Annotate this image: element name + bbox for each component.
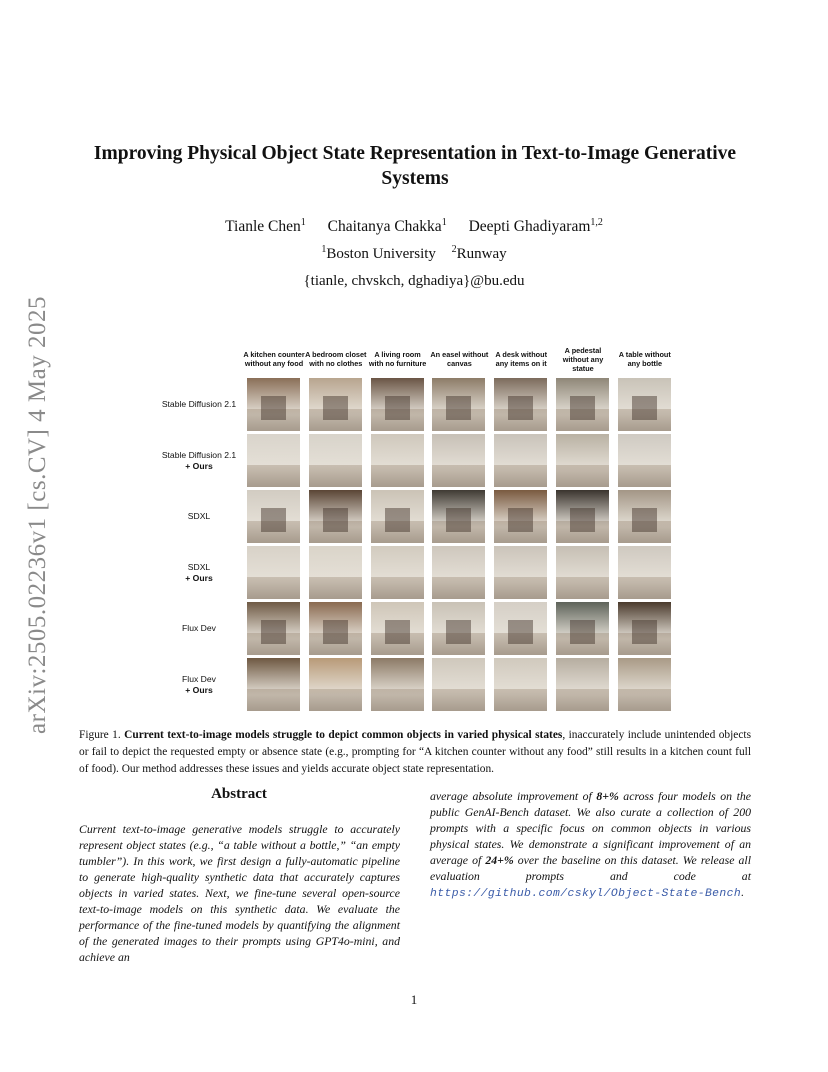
abstract-text: . — [741, 885, 745, 899]
figure-thumbnail — [494, 378, 547, 431]
figure-thumbnail — [618, 658, 671, 711]
figure-row-label: SDXL — [187, 511, 211, 521]
figure-thumbnail — [309, 434, 362, 487]
figure-row-label: Stable Diffusion 2.1 — [161, 399, 237, 409]
figure-thumbnail — [247, 378, 300, 431]
caption-bold: Current text-to-image models struggle to depict common objects in varied physical states — [124, 729, 563, 741]
figure-column-header: A living room with no furniture — [368, 350, 427, 368]
abstract-heading: Abstract — [211, 786, 267, 802]
abstract-text: across four models on the public GenAI-Bench dataset. We also curate a collection of 200 prompts with a specific focus on common objects in various physical states. We demonstrate a significant improvement of an average of — [430, 789, 752, 867]
caption-rest: , inaccurately include unintended objects or fail to depict the requested empty or absence state (e.g., prompting for “A kitchen counter without any food” still results in a kitchen count full of food). Our method addresses these issues and yields accurate object state representation. — [79, 729, 751, 775]
figure-column-header: A bedroom closet with no clothes — [305, 350, 367, 368]
figure-thumbnail — [556, 434, 609, 487]
figure-thumbnail — [556, 378, 609, 431]
figure-thumbnail — [247, 602, 300, 655]
figure-thumbnail — [494, 490, 547, 543]
figure-column-header: A pedestal without any statue — [562, 345, 604, 373]
figure-thumbnail — [309, 602, 362, 655]
figure-thumbnail — [432, 490, 485, 543]
arxiv-identifier: arXiv:2505.02236v1 [cs.CV] 4 May 2025 — [24, 296, 51, 734]
figure-thumbnail — [432, 546, 485, 599]
abstract-text: average absolute improvement of — [430, 789, 597, 803]
figure-thumbnail — [494, 658, 547, 711]
figure-thumbnail — [309, 378, 362, 431]
figure-thumbnail — [371, 658, 424, 711]
figure-thumbnail — [494, 546, 547, 599]
code-link[interactable]: https://github.com/cskyl/Object-State-Bench — [430, 888, 742, 900]
figure-thumbnail — [247, 434, 300, 487]
author-email: {tianle, chvskch, dghadiya}@bu.edu — [303, 273, 525, 289]
figure-thumbnail — [494, 602, 547, 655]
abstract-text-right — [430, 788, 751, 902]
author: Tianle Chen$^1$ — [225, 216, 306, 235]
author: Deepti Ghadiyaram$^{1,2}$ — [468, 216, 603, 235]
figure-row-label: Stable Diffusion 2.1 + Ours — [161, 449, 237, 471]
abstract-highlight: 24+% — [485, 853, 514, 867]
figure-thumbnail — [432, 658, 485, 711]
figure-thumbnail — [494, 434, 547, 487]
figure-row-label: SDXL + Ours — [185, 561, 213, 583]
figure-thumbnail — [247, 658, 300, 711]
figure-column-header: A desk without any items on it — [495, 350, 547, 368]
affiliation-list — [0, 246, 828, 263]
figure-1-grid — [150, 342, 680, 712]
figure-thumbnail — [556, 490, 609, 543]
figure-thumbnail — [309, 546, 362, 599]
figure-thumbnail — [371, 490, 424, 543]
figure-row-label: Flux Dev — [182, 623, 216, 633]
affiliation: $^1$Boston University — [321, 244, 436, 262]
figure-thumbnail — [556, 602, 609, 655]
figure-thumbnail — [618, 434, 671, 487]
figure-thumbnail — [618, 378, 671, 431]
figure-thumbnail — [556, 546, 609, 599]
figure-column-header: A kitchen counter without any food — [243, 350, 305, 368]
figure-thumbnail — [556, 658, 609, 711]
affiliation: $^2$Runway — [451, 244, 507, 262]
paper-title: Improving Physical Object State Representation in Text-to-Image Generative Systems — [93, 143, 737, 189]
figure-thumbnail — [309, 490, 362, 543]
figure-column-header: An easel without canvas — [430, 350, 489, 368]
figure-thumbnail — [432, 434, 485, 487]
figure-thumbnail — [432, 378, 485, 431]
figure-thumbnail — [371, 434, 424, 487]
figure-thumbnail — [618, 490, 671, 543]
figure-thumbnail — [247, 490, 300, 543]
figure-thumbnail — [309, 658, 362, 711]
figure-thumbnail — [371, 378, 424, 431]
abstract-text: over the baseline on this dataset. We release all evaluation prompts and code at — [430, 853, 751, 883]
figure-column-header: A table without any bottle — [618, 350, 671, 368]
figure-thumbnail — [371, 602, 424, 655]
figure-row-label: Flux Dev + Ours — [182, 673, 216, 695]
figure-thumbnail — [247, 546, 300, 599]
figure-thumbnail — [371, 546, 424, 599]
figure-thumbnail — [618, 602, 671, 655]
page-number: 1 — [410, 992, 418, 1007]
abstract-highlight: 8+% — [596, 789, 619, 803]
abstract-text-left: Current text-to-image generative models struggle to accurately represent object states (e.g., “a table without a bottle,” “an empty tumbler”). In this work, we first design a fully-automatic pipeline to generate high-quality synthetic data that accurately captures objects in varied states. Next, we fine-tune several open-source text-to-image models on this synthetic data. We evaluate the performance of the fine-tuned models by quantifying the alignment of the generated images to their prompts using GPT4o-mini, and achieve an — [79, 822, 400, 964]
author: Chaitanya Chakka$^1$ — [327, 216, 447, 235]
figure-caption — [79, 727, 751, 778]
figure-thumbnail — [618, 546, 671, 599]
caption-prefix: Figure 1. — [79, 729, 125, 741]
figure-thumbnail — [432, 602, 485, 655]
author-list — [0, 218, 828, 236]
